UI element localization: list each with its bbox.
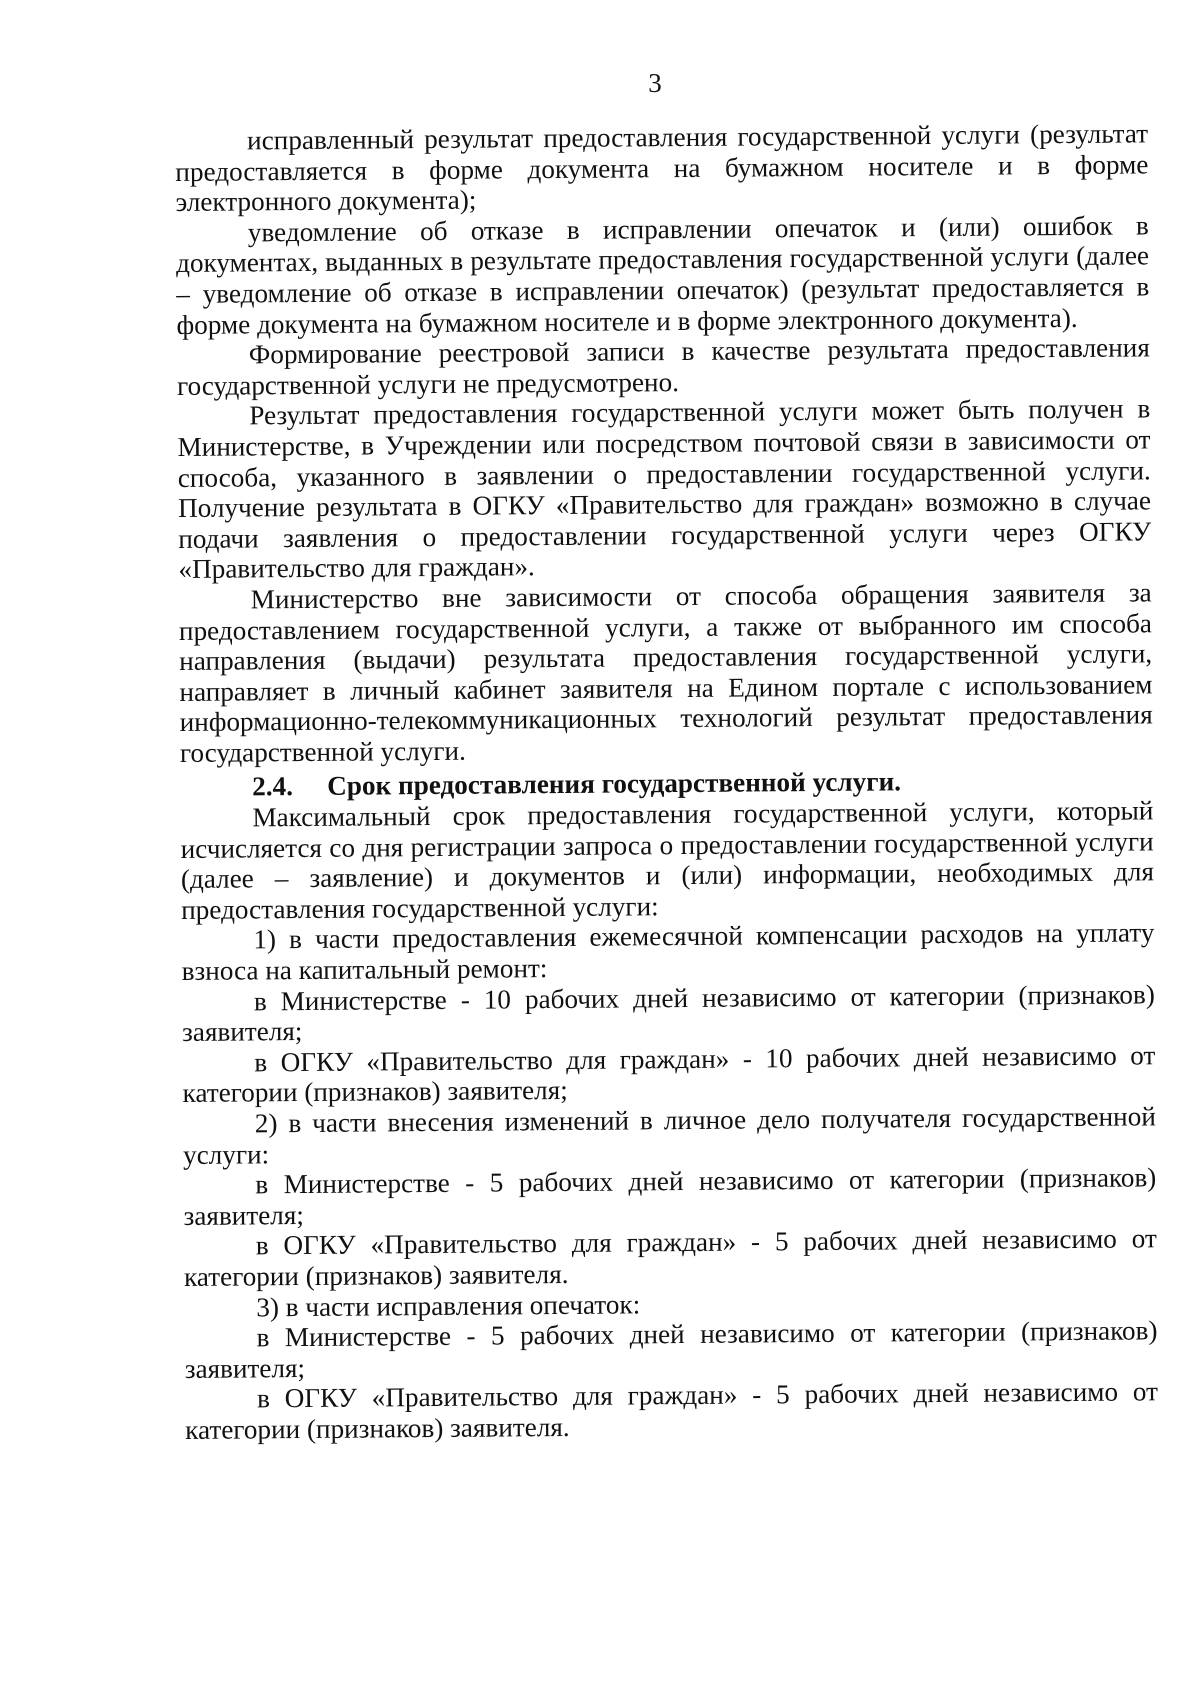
paragraph: в Министерстве - 5 рабочих дней независимо от категории (признаков) заявителя;: [184, 1315, 1158, 1384]
page-number: 3: [648, 68, 662, 98]
section-title: Срок предоставления государственной услуги.: [327, 766, 902, 802]
paragraph: в Министерстве - 10 рабочих дней независимо от категории (признаков) заявителя;: [181, 978, 1155, 1048]
paragraph: в ОГКУ «Правительство для граждан» - 5 рабочих дней независимо от категории (признаков) заявителя.: [185, 1376, 1159, 1445]
list-item: 2) в части внесения изменений в личное дело получателя государственной услуги:: [182, 1101, 1156, 1170]
section-number: 2.4.: [252, 771, 294, 802]
list-item: 1) в части предоставления ежемесячной компенсации расходов на уплату взноса на капитальный ремонт:: [181, 917, 1155, 987]
paragraph: Министерство вне зависимости от способа обращения заявителя за предоставлением государственной услуги, а также от выбранного им способа направления (выдачи) результата предоставления государственной услуги, направляет в личный кабинет заявителя на Едином портале с использованием информационно-телекоммуникационных технологий результат предоставления государственной услуги.: [178, 577, 1153, 768]
document-body: [175, 118, 1158, 1445]
paragraph: Результат предоставления государственной услуги может быть получен в Министерстве, в Учреждении или посредством почтовой связи в зависимости от способа, указанного в заявлении о предоставлении государственной услуги. Получение результата в ОГКУ «Правительство для граждан» возможно в случае подачи заявления о предоставлении государственной услуги через ОГКУ «Правительство для граждан».: [177, 393, 1152, 585]
paragraph: исправленный результат предоставления государственной услуги (результат предоставляется в форме документа на бумажном носителе и в форме электронного документа);: [175, 118, 1149, 218]
paragraph: в ОГКУ «Правительство для граждан» - 5 рабочих дней независимо от категории (признаков) заявителя.: [183, 1223, 1157, 1292]
paragraph: Максимальный срок предоставления государственной услуги, который исчисляется со дня регистрации запроса о предоставлении государственной услуги (далее – заявление) и документов и (или) информации, необходимых для предоставления государственной услуги:: [180, 795, 1155, 925]
paragraph: в Министерстве - 5 рабочих дней независимо от категории (признаков) заявителя;: [183, 1162, 1157, 1231]
list-item: 3) в части исправления опечаток:: [256, 1288, 641, 1322]
paragraph: уведомление об отказе в исправлении опечаток и (или) ошибок в документах, выданных в результате предоставления государственной услуги (далее – уведомление об отказе в исправлении опечаток) (результат предоставляется в форме документа на бумажном носителе и в форме электронного документа).: [175, 210, 1150, 340]
paragraph: в ОГКУ «Правительство для граждан» - 10 рабочих дней независимо от категории (признаков) заявителя;: [182, 1040, 1156, 1109]
paragraph: Формирование реестровой записи в качестве результата предоставления государственной услуги не предусмотрено.: [176, 332, 1150, 401]
